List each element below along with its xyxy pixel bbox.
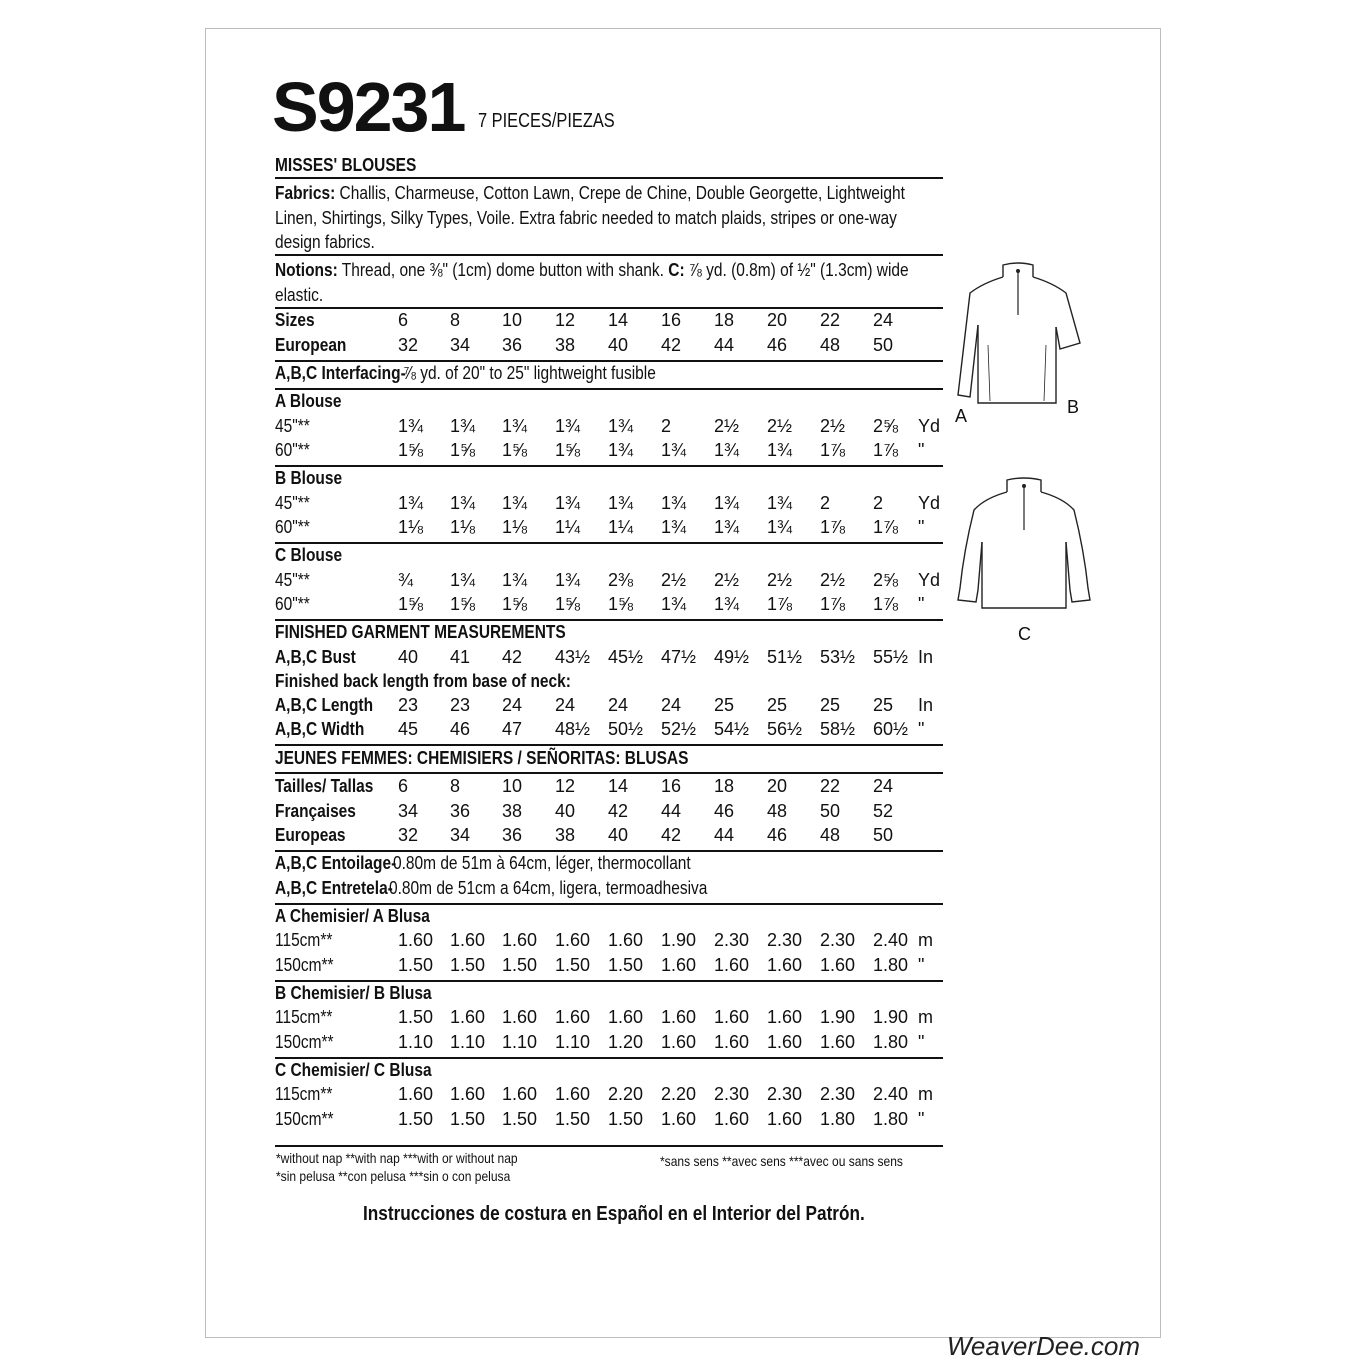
table-cell: 1.60 [398,1084,434,1104]
table-cell: 2⅝ [873,416,899,436]
table-cell: 2½ [714,570,740,590]
table-cell: 1¾ [398,493,424,513]
row-label: 150cm** [275,1032,334,1052]
table-cell: 1¾ [661,517,687,537]
table-cell: 2½ [767,416,793,436]
table-cell: 23 [450,695,471,715]
table-cell: 1.50 [502,955,538,975]
table-cell: 10 [502,776,523,796]
table-cell: 47½ [661,647,697,667]
table-cell: 2½ [714,416,740,436]
table-cell: 43½ [555,647,591,667]
table-cell: 1⅞ [820,594,846,614]
row-label: Sizes [275,310,315,330]
table-cell: 36 [502,335,523,355]
table-cell: 45 [398,719,419,739]
table-cell: 1.10 [502,1032,538,1052]
table-cell: 34 [450,335,471,355]
table-cell: 1¾ [714,594,740,614]
table-cell: 48½ [555,719,591,739]
unit-cell: " [918,594,925,614]
spanish-instructions-note: Instrucciones de costura en Español en el Interior del Patrón. [363,1203,865,1225]
footnote-es: *sin pelusa **con pelusa ***sin o con pelusa [276,1168,511,1184]
divider [275,360,943,362]
table-cell: 54½ [714,719,750,739]
table-cell: 1.90 [820,1007,856,1027]
table-cell: 1¾ [450,416,476,436]
table-cell: 1.60 [450,930,486,950]
table-cell: 20 [767,776,788,796]
notions-label: Notions: [275,260,338,280]
table-cell: 51½ [767,647,803,667]
table-cell: 1¾ [555,416,581,436]
table-cell: 1.60 [767,955,803,975]
table-cell: 52 [873,801,894,821]
table-cell: 1.60 [555,1084,591,1104]
unit-cell: m [918,930,933,950]
table-cell: 1¾ [608,493,634,513]
unit-cell: m [918,1084,933,1104]
unit-cell: m [918,1007,933,1027]
table-cell: 2½ [767,570,793,590]
table-cell: 1⅞ [873,440,899,460]
divider [275,388,943,390]
pattern-number: S9231 [272,68,465,146]
table-cell: 38 [555,825,576,845]
table-cell: 6 [398,310,409,330]
table-cell: 1.60 [398,930,434,950]
notions-c-label: C: [668,260,685,280]
table-cell: 1.80 [820,1109,856,1129]
divider [275,307,943,309]
table-cell: 40 [555,801,576,821]
table-cell: 1.60 [714,1032,750,1052]
table-cell: 40 [398,647,419,667]
table-cell: 1⅞ [873,594,899,614]
table-cell: 1.60 [714,1007,750,1027]
table-cell: 46 [450,719,471,739]
table-cell: 1.60 [714,955,750,975]
table-cell: 1⅛ [450,517,476,537]
table-cell: 2 [873,493,884,513]
table-cell: 48 [820,825,841,845]
table-cell: 1¾ [450,570,476,590]
table-cell: 1.60 [661,1007,697,1027]
table-cell: 1.60 [502,930,538,950]
table-cell: 46 [767,825,788,845]
table-cell: 1.60 [555,930,591,950]
table-cell: 46 [767,335,788,355]
table-cell: 42 [661,335,682,355]
fabrics-block [275,181,946,255]
table-cell: 1¾ [502,416,528,436]
table-cell: 32 [398,335,419,355]
table-cell: 20 [767,310,788,330]
table-cell: 1¼ [555,517,581,537]
table-cell: 41 [450,647,471,667]
row-label: Françaises [275,801,356,821]
table-cell: 1¾ [555,493,581,513]
table-cell: 12 [555,310,576,330]
footnote-fr: *sans sens **avec sens ***avec ou sans sens [660,1153,903,1169]
table-cell: 34 [450,825,471,845]
table-cell: 1.60 [608,1007,644,1027]
table-cell: 12 [555,776,576,796]
row-label: 115cm** [275,1007,333,1027]
table-cell: 42 [661,825,682,845]
table-cell: 22 [820,310,841,330]
table-cell: 1¾ [767,517,793,537]
table-cell: 1¾ [398,416,424,436]
table-cell: 16 [661,776,682,796]
table-cell: 1.10 [398,1032,434,1052]
row-label: 150cm** [275,955,334,975]
table-cell: 1⅝ [502,440,528,460]
row-label: A,B,C Width [275,719,365,739]
table-cell: 50½ [608,719,644,739]
table-cell: 1.60 [820,955,856,975]
table-cell: 24 [608,695,629,715]
row-label: A,B,C Bust [275,647,356,667]
table-cell: 1.10 [555,1032,591,1052]
table-cell: 1⅞ [820,517,846,537]
table-cell: 38 [502,801,523,821]
table-cell: 46 [714,801,735,821]
table-cell: 1.80 [873,1109,909,1129]
table-cell: 1.50 [555,955,591,975]
table-cell: 1⅛ [398,517,424,537]
view-label-a: A [955,406,968,426]
blouse-c-illustration [950,470,1100,630]
table-cell: 50 [873,335,894,355]
table-cell: 1¾ [714,493,740,513]
table-cell: 2.30 [767,930,803,950]
table-cell: 25 [714,695,735,715]
table-cell: 48 [767,801,788,821]
table-cell: 34 [398,801,419,821]
footnote-en: *without nap **with nap ***with or without nap [276,1150,518,1166]
divider [275,980,943,982]
table-cell: 1.60 [767,1007,803,1027]
unit-cell: " [918,440,925,460]
table-cell: 1.60 [502,1084,538,1104]
table-cell: 40 [608,335,629,355]
table-cell: 1.50 [502,1109,538,1129]
table-cell: 1.50 [608,1109,644,1129]
divider [275,619,943,621]
divider [275,542,943,544]
table-cell: 1.90 [661,930,697,950]
table-cell: 47 [502,719,523,739]
table-cell: 1.60 [661,1109,697,1129]
table-cell: 45½ [608,647,644,667]
unit-cell: " [918,1032,925,1052]
table-cell: 2.40 [873,930,909,950]
table-cell: 1¾ [714,517,740,537]
table-cell: 1¾ [608,440,634,460]
view-label-c: C [1018,624,1031,644]
table-cell: 1.60 [714,1109,750,1129]
table-cell: 49½ [714,647,750,667]
table-cell: 1⅝ [398,594,424,614]
table-cell: 23 [398,695,419,715]
table-cell: 1.50 [450,955,486,975]
fabrics-text: Challis, Charmeuse, Cotton Lawn, Crepe de Chine, Double Georgette, Lightweight Linen, Shirtings, Silky Types, Voile. Extra fabric needed to match plaids, stripes or one-way design fabrics. [275,183,905,252]
table-cell: 1¾ [502,570,528,590]
table-cell: 8 [450,310,461,330]
table-cell: 44 [661,801,682,821]
unit-cell: Yd [918,493,941,513]
section-title: MISSES' BLOUSES [275,155,417,175]
row-label: 60"** [275,594,310,614]
table-cell: 1.90 [873,1007,909,1027]
table-cell: 42 [608,801,629,821]
table-cell: 1.50 [398,1109,434,1129]
table-cell: 2⅝ [873,570,899,590]
table-cell: 2½ [820,416,846,436]
table-cell: 38 [555,335,576,355]
table-cell: 1.60 [767,1032,803,1052]
table-cell: 2.30 [714,1084,750,1104]
row-label: 45"** [275,493,310,513]
table-cell: 2½ [820,570,846,590]
table-cell: 1¾ [608,416,634,436]
table-cell: 1.60 [661,955,697,975]
unit-cell: Yd [918,416,941,436]
table-cell: 1⅝ [608,594,634,614]
table-cell: ¾ [398,570,414,590]
table-cell: 1¾ [661,493,687,513]
table-cell: 1.60 [450,1007,486,1027]
table-cell: 1¾ [661,440,687,460]
table-cell: 55½ [873,647,909,667]
table-cell: 2.20 [608,1084,644,1104]
table-cell: 1.50 [555,1109,591,1129]
table-cell: 6 [398,776,409,796]
table-cell: 2.30 [714,930,750,950]
table-cell: 2.30 [767,1084,803,1104]
divider [275,744,943,746]
table-cell: 24 [502,695,523,715]
table-cell: 36 [450,801,471,821]
table-cell: 53½ [820,647,856,667]
table-cell: 52½ [661,719,697,739]
table-cell: 1⅞ [820,440,846,460]
table-cell: 1¾ [555,570,581,590]
table-cell: 1.60 [502,1007,538,1027]
unit-cell: " [918,1109,925,1129]
table-cell: 1⅝ [555,594,581,614]
blouse-ab-illustration [948,255,1088,415]
table-cell: 58½ [820,719,856,739]
table-cell: 50 [873,825,894,845]
table-cell: 1¾ [450,493,476,513]
table-cell: 1.60 [555,1007,591,1027]
table-cell: 1⅝ [450,440,476,460]
divider [275,254,943,256]
table-cell: 1¾ [502,493,528,513]
table-cell: 44 [714,335,735,355]
table-cell: 60½ [873,719,909,739]
row-label: European [275,335,347,355]
table-cell: 42 [502,647,523,667]
row-label: 45"** [275,416,310,436]
table-cell: 2.40 [873,1084,909,1104]
table-cell: 24 [873,310,894,330]
table-cell: 18 [714,776,735,796]
table-cell: 1⅛ [502,517,528,537]
table-cell: 36 [502,825,523,845]
table-cell: 50 [820,801,841,821]
table-cell: 1.20 [608,1032,644,1052]
table-cell: 2½ [661,570,687,590]
divider [275,1145,943,1147]
table-cell: 2 [820,493,831,513]
row-label: 60"** [275,440,310,460]
table-cell: 1.60 [767,1109,803,1129]
unit-cell: " [918,955,925,975]
row-label: 60"** [275,517,310,537]
row-label: 115cm** [275,1084,333,1104]
notions-c-text: ⅞ yd. (0.8m) of ½" (1.3cm) wide elastic. [275,260,909,305]
table-cell: 25 [820,695,841,715]
table-cell: 1.60 [608,930,644,950]
table-cell: 1⅝ [555,440,581,460]
unit-cell: " [918,719,925,739]
table-cell: 1.80 [873,1032,909,1052]
table-cell: 25 [767,695,788,715]
table-cell: 10 [502,310,523,330]
notions-block [275,258,946,307]
table-cell: 1.10 [450,1032,486,1052]
table-cell: 1¼ [608,517,634,537]
table-cell: 16 [661,310,682,330]
table-cell: 1¾ [767,493,793,513]
table-cell: 1.60 [450,1084,486,1104]
table-cell: 2⅜ [608,570,634,590]
row-label: A,B,C Length [275,695,374,715]
divider [275,1057,943,1059]
table-cell: 48 [820,335,841,355]
table-cell: 1¾ [767,440,793,460]
table-cell: 1.50 [450,1109,486,1129]
table-cell: 1¾ [714,440,740,460]
table-cell: 2.30 [820,1084,856,1104]
table-cell: 1¾ [661,594,687,614]
table-cell: 24 [555,695,576,715]
unit-cell: " [918,517,925,537]
table-cell: 25 [873,695,894,715]
row-label: 115cm** [275,930,333,950]
table-cell: 2.20 [661,1084,697,1104]
table-cell: 1.50 [398,955,434,975]
table-cell: 44 [714,825,735,845]
table-cell: 18 [714,310,735,330]
unit-cell: Yd [918,570,941,590]
table-cell: 32 [398,825,419,845]
table-cell: 1⅝ [450,594,476,614]
table-cell: 1⅞ [767,594,793,614]
divider [275,465,943,467]
divider [275,772,943,774]
table-cell: 2.30 [820,930,856,950]
table-cell: 2 [661,416,672,436]
divider [275,850,943,852]
row-label: 45"** [275,570,310,590]
row-label: Tailles/ Tallas [275,776,374,796]
view-label-b: B [1067,397,1080,417]
table-cell: 24 [661,695,682,715]
table-cell: 1.60 [661,1032,697,1052]
unit-cell: In [918,695,934,715]
table-cell: 1⅝ [502,594,528,614]
table-cell: 1.80 [873,955,909,975]
table-cell: 40 [608,825,629,845]
table-cell: 1.60 [820,1032,856,1052]
table-cell: 22 [820,776,841,796]
table-cell: 1⅝ [398,440,424,460]
table-cell: 1.50 [608,955,644,975]
table-cell: 14 [608,776,629,796]
row-label: 150cm** [275,1109,334,1129]
table-cell: 14 [608,310,629,330]
table-cell: 24 [873,776,894,796]
table-cell: 8 [450,776,461,796]
divider [275,903,943,905]
fabrics-label: Fabrics: [275,183,336,203]
notions-text: Thread, one ⅜" (1cm) dome button with shank. [341,260,664,280]
table-cell: 56½ [767,719,803,739]
table-cell: 1.50 [398,1007,434,1027]
unit-cell: In [918,647,934,667]
divider [275,177,943,179]
row-label: Europeas [275,825,346,845]
pieces-count: 7 PIECES/PIEZAS [478,110,615,132]
table-cell: 1⅞ [873,517,899,537]
